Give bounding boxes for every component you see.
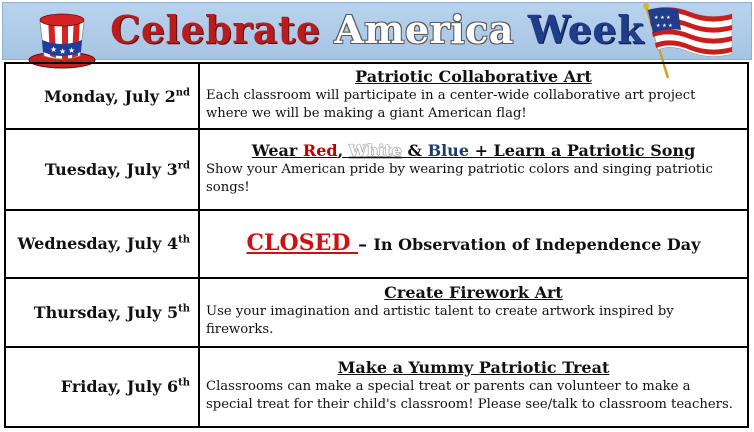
- day-suffix: nd: [175, 87, 190, 99]
- svg-text:★: ★: [68, 46, 76, 55]
- day-cell: [5, 63, 199, 129]
- day-label: Wednesday, July 4: [17, 234, 179, 254]
- event-description: Classrooms can make a special treat or parents can volunteer to make a special treat for their child's classroom! Please see/talk to classroom teachers.: [206, 378, 733, 412]
- title-blue: Blue: [427, 140, 469, 160]
- event-cell: [199, 210, 748, 278]
- title-celebrate: Celebrate: [110, 7, 321, 52]
- closed-notice: [206, 230, 741, 256]
- event-cell: [199, 63, 748, 129]
- day-cell: [5, 347, 199, 427]
- event-title: Create Firework Art: [384, 283, 563, 303]
- event-description: Use your imagination and artistic talent to create artwork inspired by fireworks.: [206, 304, 674, 338]
- day-label: Friday, July 6: [60, 377, 179, 397]
- event-cell: [199, 129, 748, 209]
- day-cell: [5, 278, 199, 346]
- svg-text:★: ★: [50, 45, 58, 54]
- day-suffix: rd: [177, 160, 190, 172]
- svg-text:★: ★: [59, 47, 67, 56]
- event-title: Make a Yummy Patriotic Treat: [337, 357, 610, 377]
- event-description: Each classroom will participate in a center-wide collaborative art project where we will be making a giant American flag!: [206, 88, 696, 122]
- schedule-row-friday: [5, 347, 748, 427]
- title-comma: ,: [337, 140, 349, 160]
- title-amp: &: [401, 140, 428, 160]
- svg-text:★ ★ ★: ★ ★ ★: [654, 15, 671, 21]
- day-suffix: th: [178, 235, 190, 247]
- day-suffix: th: [178, 303, 190, 315]
- day-cell: [5, 210, 199, 278]
- schedule-row-tuesday: [5, 129, 748, 209]
- event-cell: [199, 278, 748, 346]
- schedule-table: [4, 62, 749, 428]
- schedule-row-thursday: [5, 278, 748, 346]
- closed-label: CLOSED: [246, 229, 359, 256]
- day-label: Monday, July 2: [43, 86, 176, 106]
- schedule-row-monday: [5, 63, 748, 129]
- title-wear: Wear: [251, 140, 303, 160]
- day-label: Tuesday, July 3: [44, 160, 178, 180]
- closed-reason: In Observation of Independence Day: [373, 234, 701, 254]
- title-white: White: [348, 140, 402, 160]
- event-description: Show your American pride by wearing patriotic colors and singing patriotic songs!: [206, 161, 713, 195]
- event-title: Patriotic Collaborative Art: [355, 67, 592, 87]
- day-label: Thursday, July 5: [33, 302, 179, 322]
- event-title: [206, 141, 741, 160]
- event-cell: [199, 347, 748, 427]
- svg-text:★ ★ ★: ★ ★ ★: [656, 23, 673, 29]
- day-cell: [5, 129, 199, 209]
- title-week: Week: [527, 7, 644, 52]
- title-america: America: [334, 7, 514, 52]
- schedule-row-wednesday: [5, 210, 748, 278]
- closed-dash: –: [358, 233, 374, 255]
- day-suffix: th: [178, 377, 190, 389]
- title-red: Red: [302, 140, 338, 160]
- title-song: + Learn a Patriotic Song: [469, 140, 696, 160]
